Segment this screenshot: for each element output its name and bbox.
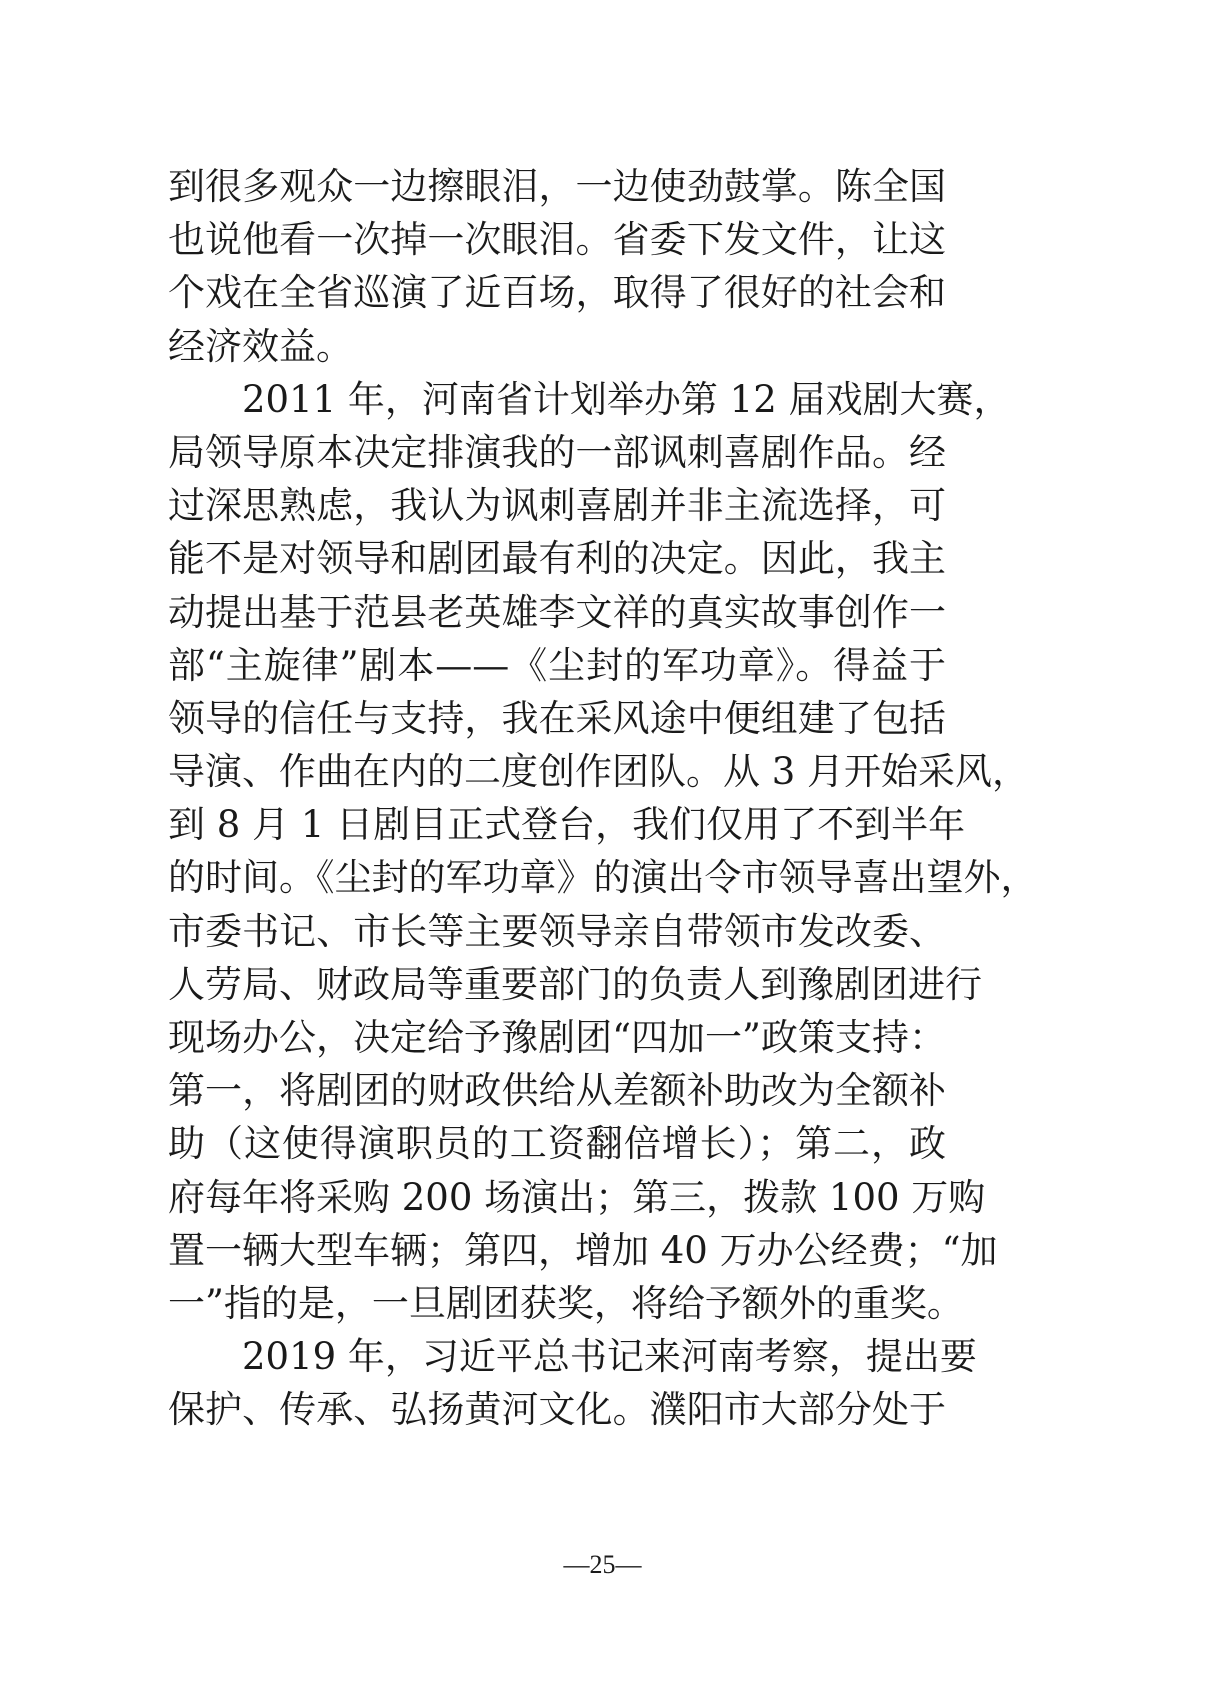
text-line: 经济效益。: [168, 324, 353, 368]
text-line: 局领导原本决定排演我的一部讽刺喜剧作品。经: [168, 430, 946, 474]
paragraph-1: [168, 160, 946, 373]
document-page: [168, 160, 1038, 1437]
text-line: 置一辆大型车辆；第四，增加 40 万办公经费；“加: [168, 1228, 998, 1272]
text-line: 人劳局、财政局等重要部门的负责人到豫剧团进行: [168, 962, 982, 1006]
text-line: 能不是对领导和剧团最有利的决定。因此，我主: [168, 537, 946, 581]
paragraph-2: [168, 373, 1038, 1330]
text-line: 现场办公，决定给予豫剧团“四加一”政策支持：: [168, 1016, 946, 1059]
text-line: 到 8 月 1 日剧目正式登台，我们仅用了不到半年: [168, 803, 966, 847]
text-line: 的时间。《尘封的军功章》的演出令市领导喜出望外，: [168, 856, 1038, 900]
text-line: 府每年将采购 200 场演出；第三，拨款 100 万购: [168, 1175, 986, 1219]
text-line: 导演、作曲在内的二度创作团队。从 3 月开始采风，: [168, 750, 1030, 794]
text-line: 也说他看一次掉一次眼泪。省委下发文件，让这: [168, 218, 946, 262]
text-line: 一”指的是，一旦剧团获奖，将给予额外的重奖。: [168, 1281, 964, 1325]
text-line: 动提出基于范县老英雄李文祥的真实故事创作一: [168, 590, 946, 634]
page-number: —25—: [563, 1550, 642, 1579]
text-line: 助（这使得演职员的工资翻倍增长）；第二，政: [168, 1122, 946, 1166]
text-line: 第一，将剧团的财政供给从差额补助改为全额补: [168, 1069, 946, 1113]
text-line: 个戏在全省巡演了近百场，取得了很好的社会和: [168, 271, 946, 315]
paragraph-3: [168, 1330, 977, 1436]
text-line: 2019 年，习近平总书记来河南考察，提出要: [242, 1335, 977, 1379]
text-line: 领导的信任与支持，我在采风途中便组建了包括: [168, 696, 946, 740]
text-line: 市委书记、市长等主要领导亲自带领市发改委、: [168, 909, 946, 953]
text-line: 过深思熟虑，我认为讽刺喜剧并非主流选择，可: [168, 484, 946, 528]
text-line: 保护、传承、弘扬黄河文化。濮阳市大部分处于: [168, 1388, 946, 1432]
text-line: 到很多观众一边擦眼泪，一边使劲鼓掌。陈全国: [168, 165, 946, 208]
text-line: 部“主旋律”剧本——《尘封的军功章》。得益于: [168, 643, 946, 687]
text-line: 2011 年，河南省计划举办第 12 届戏剧大赛，: [242, 377, 1011, 421]
